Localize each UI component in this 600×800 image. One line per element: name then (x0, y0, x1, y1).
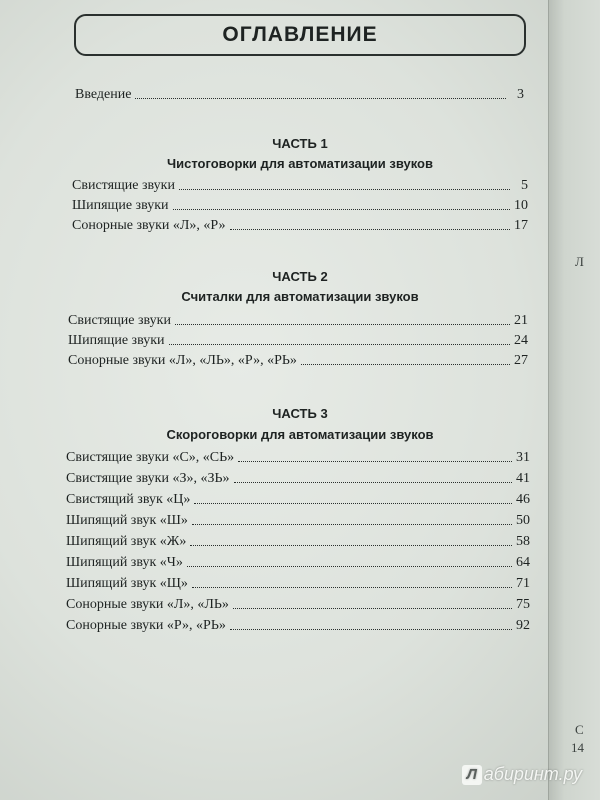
dot-leader (230, 628, 512, 630)
toc-entry-page: 31 (516, 450, 530, 465)
toc-entry-label: Сонорные звуки «Р», «РЬ» (66, 618, 226, 633)
toc-entry-page: 3 (517, 87, 524, 102)
toc-entry-label: Свистящие звуки (68, 313, 171, 328)
toc-entry-page: 58 (516, 534, 530, 549)
toc-entry-label: Шипящие звуки (72, 198, 169, 213)
toc-entry-label: Сонорные звуки «Л», «Р» (72, 218, 226, 233)
toc-entry-page: 64 (516, 555, 530, 570)
part-1-heading: ЧАСТЬ 1 (272, 136, 328, 151)
toc-entry-label: Введение (75, 87, 132, 102)
dot-leader (238, 460, 512, 462)
toc-entry-page: 24 (514, 333, 528, 348)
toc-entry (72, 177, 528, 195)
toc-entry-page: 46 (516, 492, 530, 507)
toc-entry (68, 352, 528, 370)
toc-entry (66, 512, 530, 530)
title-frame (74, 14, 526, 56)
dot-leader (179, 188, 510, 190)
toc-entry-label: Шипящий звук «Щ» (66, 576, 188, 591)
toc-entry-intro (75, 86, 524, 104)
watermark (462, 764, 582, 785)
toc-entry-label: Сонорные звуки «Л», «ЛЬ», «Р», «РЬ» (68, 353, 297, 368)
toc-entry (66, 449, 530, 467)
toc-entry-page: 50 (516, 513, 530, 528)
toc-entry (72, 217, 528, 235)
dot-leader (190, 544, 512, 546)
toc-entry (66, 554, 530, 572)
toc-entry-label: Свистящие звуки (72, 178, 175, 193)
dot-leader (230, 228, 510, 230)
dot-leader (234, 481, 512, 483)
toc-entry-page: 5 (521, 178, 528, 193)
edge-text-bottom-2: 14 (571, 740, 584, 755)
toc-entry (66, 575, 530, 593)
toc-entry-label: Шипящий звук «Ш» (66, 513, 188, 528)
dot-leader (169, 343, 511, 345)
toc-entry-page: 27 (514, 353, 528, 368)
toc-entry-label: Свистящие звуки «С», «СЬ» (66, 450, 235, 465)
part-3-heading: ЧАСТЬ 3 (272, 406, 328, 421)
dot-leader (301, 363, 510, 365)
part-3-subtitle: Скороговорки для автоматизации звуков (166, 427, 434, 442)
watermark-text: абиринт.ру (483, 764, 582, 784)
dot-leader (187, 565, 512, 567)
dot-leader (175, 323, 510, 325)
toc-entry-page: 10 (514, 198, 528, 213)
toc-entry-label: Шипящий звук «Ж» (66, 534, 187, 549)
toc-entry (66, 617, 530, 635)
toc-entry (66, 470, 530, 488)
toc-entry-page: 17 (514, 218, 528, 233)
toc-entry-page: 92 (516, 618, 530, 633)
toc-entry-page: 71 (516, 576, 530, 591)
toc-entry-label: Сонорные звуки «Л», «ЛЬ» (66, 597, 229, 612)
part-2-subtitle: Считалки для автоматизации звуков (181, 289, 419, 304)
dot-leader (192, 523, 512, 525)
toc-entry-page: 75 (516, 597, 530, 612)
toc-entry (72, 197, 528, 215)
toc-entry (68, 312, 528, 330)
toc-entry-page: 41 (516, 471, 530, 486)
toc-entry-label: Свистящий звук «Ц» (66, 492, 191, 507)
dot-leader (194, 502, 512, 504)
toc-entry-label: Шипящий звук «Ч» (66, 555, 183, 570)
part-2-heading: ЧАСТЬ 2 (272, 269, 328, 284)
part-1-subtitle: Чистоговорки для автоматизации звуков (167, 156, 433, 171)
toc-entry-label: Свистящие звуки «З», «ЗЬ» (66, 471, 230, 486)
dot-leader (173, 208, 511, 210)
toc-entry (66, 533, 530, 551)
adjacent-page-edge (548, 0, 600, 800)
toc-entry-label: Шипящие звуки (68, 333, 165, 348)
toc-entry (66, 596, 530, 614)
dot-leader (192, 586, 512, 588)
dot-leader (135, 97, 506, 99)
toc-entry (66, 491, 530, 509)
watermark-logo-icon: Л (462, 765, 482, 785)
toc-entry-page: 21 (514, 313, 528, 328)
edge-text-top: Л (575, 254, 584, 269)
toc-entry (68, 332, 528, 350)
page-title: ОГЛАВЛЕНИЕ (222, 23, 378, 46)
dot-leader (233, 607, 512, 609)
edge-text-bottom-1: С (575, 722, 584, 737)
